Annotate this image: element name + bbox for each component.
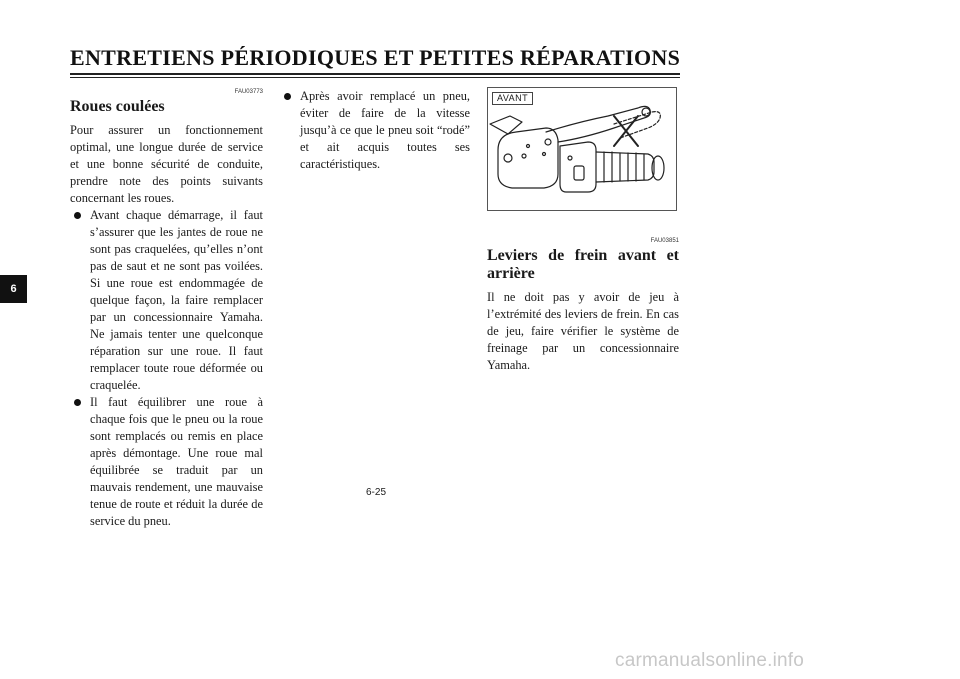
section-title: Roues coulées — [70, 98, 165, 115]
page-number: 6-25 — [366, 487, 387, 498]
bullet-icon — [74, 212, 81, 219]
page-title: ENTRETIENS PÉRIODIQUES ET PETITES RÉPARATIONS — [70, 45, 681, 70]
header-rule — [70, 73, 680, 75]
bullet-icon — [74, 399, 81, 406]
chapter-tab: 6 — [0, 275, 27, 303]
body-paragraph: Il ne doit pas y avoir de jeu à l’extrémité des leviers de frein. En cas de jeu, faire vérifier le système de freinage par un concessionnaire Yamaha. — [487, 290, 679, 372]
reference-code: FAU03773 — [234, 89, 263, 95]
bullet-icon — [284, 93, 291, 100]
reference-code: FAU03851 — [650, 238, 679, 244]
brake-lever-illustration — [488, 88, 676, 210]
list-item: Il faut équilibrer une roue à chaque fois que le pneu ou la roue sont remplacés ou remis en place après démontage. Une roue mal équilibrée se traduit par un mauvais rendement, une mauvaise tenue de route et réduit la durée de service du pneu. — [70, 394, 263, 530]
watermark: carmanualsonline.info — [615, 650, 805, 671]
brake-lever-figure — [487, 87, 677, 211]
list-item: Avant chaque démarrage, il faut s’assurer que les jantes de roue ne sont pas craquelées, qu’elles n’ont pas de saut et ne sont pas voilées. Si une roue est endommagée de quelque façon, la faire remplacer par un concessionnaire Yamaha. Ne jamais tenter une quelconque réparation sur une roue. Il faut remplacer toute roue déformée ou craquelée. — [70, 207, 263, 394]
header-rule-thin — [70, 77, 680, 78]
left-column — [70, 88, 263, 530]
section-title: Leviers de frein avant et arrière — [487, 247, 679, 282]
list-item: Après avoir remplacé un pneu, éviter de faire de la vitesse jusqu’à ce que le pneu soit “rodé” et ait acquis toutes ses caractéristiques. — [280, 88, 470, 173]
middle-column — [280, 88, 470, 173]
figure-label: AVANT — [492, 92, 533, 105]
intro-paragraph: Pour assurer un fonctionnement optimal, une longue durée de service et une bonne sécurité de conduite, prendre note des points suivants concernant les roues. — [70, 123, 263, 205]
right-column — [487, 237, 679, 374]
